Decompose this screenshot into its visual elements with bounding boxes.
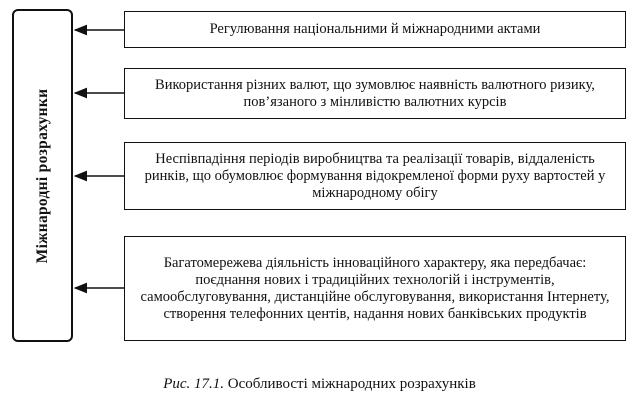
feature-text-2: Використання різних валют, що зумовлює наявність валютного ризику, пов’язаного з мінливістю валютних курсів [155, 76, 595, 110]
figure-number: Рис. 17.1. [163, 376, 225, 392]
figure-title: Особливості міжнародних розрахунків [227, 376, 476, 392]
feature-box-4 [124, 236, 626, 341]
left-category-label: Міжнародні розрахунки [33, 88, 51, 263]
feature-text-1: Регулювання національними й міжнародними актами [209, 21, 541, 37]
figure-caption [0, 376, 639, 393]
feature-text-4: Багатомережева діяльність інноваційного характеру, яка передбачає: поєднання нових і традиційних технологій і інструментів, самообслуговування, дистанційне обслуговування, використання Інтернету, створення телефонних центів, надання нових банківських продуктів [140, 254, 610, 322]
feature-box-1 [124, 11, 626, 48]
feature-box-3 [124, 142, 626, 210]
feature-text-3: Неспівпадіння періодів виробництва та реалізації товарів, віддаленість ринків, що обумовлює формування відокремленої форми руху вартостей у міжнародному обігу [144, 150, 606, 201]
feature-box-2 [124, 68, 626, 119]
